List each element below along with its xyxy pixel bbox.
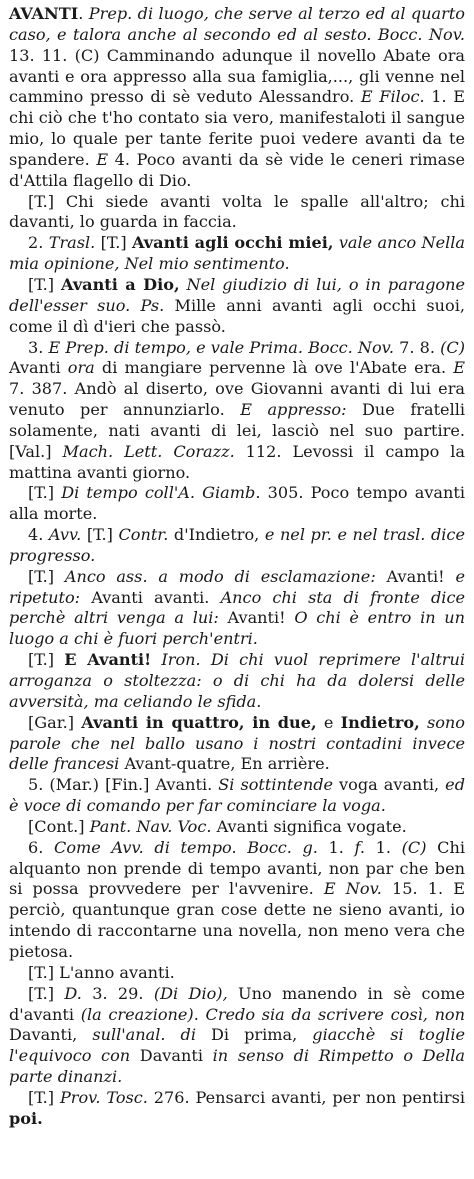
entry-sense-paragraph [9,338,465,484]
entry-text [151,650,161,669]
bold-phrase: poi. [9,1108,43,1128]
entry-text: Avant-quatre, En arrière. [119,754,330,774]
entry-text: 3. [28,337,49,357]
italic-text: Prep. di luogo, che serve al terzo ed al quarto caso, e talora anche al secondo ed al sesto. Bocc. Nov. [9,4,465,44]
italic-text: ed è voce di comando per far cominciare la voga. [9,775,465,816]
italic-text: E Prep. di tempo, e vale Prima. Bocc. Nov. [48,337,394,357]
italic-text: (C) [401,837,427,857]
entry-headword-paragraph [9,4,465,192]
entry-text: Uno manendo in sè come d'avanti [9,983,465,1024]
entry-text: [T.] [28,483,62,503]
entry-text: [T.] Chi siede avanti volta le spalle all'altro; chi davanti, lo guarda in faccia. [9,191,465,232]
italic-text: sono parole che nel ballo usano i nostri contadini invece delle francesi [9,712,465,774]
entry-sense-paragraph [9,275,465,338]
entry-text: 4. [28,525,49,545]
italic-text: Anco chi sta di fronte dice perchè altri venga a lui: [9,587,465,628]
entry-text: . [78,4,89,23]
bold-phrase: Indietro, [340,712,420,732]
entry-sense-paragraph [9,192,465,234]
entry-text: 5. (Mar.) [Fin.] Avanti. [28,775,219,795]
entry-text: [T.] [28,650,65,670]
italic-text: (Di Dio), [153,983,228,1003]
entry-text [420,713,427,732]
entry-sense-paragraph [9,817,465,838]
entry-text: Davanti [130,1046,213,1066]
entry-sense-paragraph [9,713,465,776]
italic-text: Trasl. [48,233,96,253]
entry-text: [Cont.] [28,816,90,836]
entry-sense-paragraph [9,838,465,963]
italic-text: Pant. Nav. Voc. [89,816,212,836]
entry-text: 7. 8. [393,337,441,357]
entry-text: Avanti significa vogate. [211,816,407,836]
italic-text: e nel pr. e nel trasl. dice progresso. [9,525,465,565]
entry-text: [T.] [28,1087,60,1107]
entry-sense-paragraph [9,233,465,275]
entry-text: 4. Poco avanti da sè vide le ceneri rimase d'Attila flagello di Dio. [9,149,465,190]
entry-text: Mille anni avanti agli occhi suoi, come il dì d'ieri che passò. [9,295,465,336]
headword: AVANTI [9,4,79,23]
italic-text: E [453,358,465,378]
bold-phrase: Avanti agli occhi miei, [131,233,334,253]
italic-text: e ripetuto: [9,566,465,607]
italic-text: Nel giudizio di lui, o in paragone dell'esser suo. Ps. [9,274,465,315]
dictionary-entry-avanti [9,4,465,1130]
italic-text: O chi è entro in un luogo a chi è fuori perch'entri. [9,608,466,649]
italic-text: in senso di Rimpetto o Della parte dinanzi. [9,1046,466,1087]
italic-text: giacchè si toglie l'equivoco con [9,1025,465,1066]
italic-text: Di tempo coll'A. Giamb. [61,483,261,503]
italic-text: Si sottintende [218,775,334,795]
entry-text: e [316,712,341,732]
entry-text: Avanti avanti. [80,587,221,607]
entry-sense-paragraph [9,984,465,1088]
entry-text: [T.] [81,525,119,545]
entry-text: 3. 29. [81,983,154,1003]
italic-text: E Filoc. [360,87,425,107]
entry-text: 1. [365,837,402,857]
entry-sense-paragraph [9,650,465,713]
italic-text: E appresso: [240,400,347,420]
entry-text: 1. E chi ciò che t'ho contato sia vero, manifestaloti il sangue mio, lo quale per tante ferite puoi vedere avanti da te spandere. [9,87,465,169]
italic-text: D. [64,983,82,1003]
italic-text: E [96,149,109,169]
italic-text: (la creazione). Credo sia da scrivere così, non [80,1004,465,1024]
entry-text: 13. 11. (C) Camminando adunque il novello Abate ora avanti e ora appresso alla sua famiglia,..., gli venne nel cammino presso di sè veduto Alessandro. [9,45,465,107]
entry-text: [T.] [28,566,65,586]
entry-sense-paragraph [9,775,465,817]
bold-phrase: E Avanti! [64,650,152,670]
bold-phrase: Avanti in quattro, in due, [81,712,317,732]
bold-phrase: Avanti a Dio, [60,274,180,294]
entry-text: Chi alquanto non prende di tempo avanti, non par che ben si possa provvedere per l'avvenire. [9,837,465,899]
entry-text: 6. [28,837,54,857]
entry-text: 112. Levossi il campo la mattina avanti giorno. [9,441,465,482]
entry-text: d'Indietro, [168,525,265,545]
italic-text: vale anco Nella mia opinione, Nel mio sentimento. [9,233,466,274]
entry-text: Avanti! [375,566,456,586]
entry-sense-paragraph [9,1088,465,1130]
entry-text [180,275,187,294]
entry-sense-paragraph [9,483,465,525]
entry-text: [T.] [95,233,132,253]
entry-text: Davanti, [9,1025,93,1045]
entry-text: 7. 387. Andò al diserto, ove Giovanni avanti di lui era venuto per annunziarlo. [9,379,465,420]
entry-text: 2. [28,233,49,253]
italic-text: Anco ass. a modo di esclamazione: [64,566,376,586]
entry-text: 305. Poco tempo avanti alla morte. [9,483,465,524]
entry-text: Avanti [9,358,68,378]
italic-text: Come Avv. di tempo. Bocc. g. [54,837,318,857]
entry-text: Avanti! [218,608,295,628]
italic-text: (C) [440,337,465,357]
entry-sense-paragraph [9,525,465,567]
italic-text: f. [354,837,366,857]
entry-text: 15. 1. E perciò, quantunque gran cose dette ne sieno avanti, io intendo di raccontarne una novella, non meno vera che pietosa. [9,879,465,961]
entry-sense-paragraph [9,963,465,984]
entry-text: [T.] [28,983,65,1003]
entry-sense-paragraph [9,567,465,650]
entry-text: [T.] L'anno avanti. [28,962,175,982]
italic-text: ora [67,358,95,378]
italic-text: sull'anal. di [92,1025,196,1045]
entry-text: [T.] [28,274,61,294]
entry-text: Due fratelli solamente, nati avanti di lei, lasciò nel suo partire. [Val.] [9,400,466,461]
entry-text: Di prima, [195,1025,313,1045]
italic-text: Iron. Di chi vuol reprimere l'altrui arroganza o stoltezza: o di chi ha da dolersi delle avversità, ma celiando le sfida. [9,650,465,711]
italic-text: E Nov. [323,879,382,899]
italic-text: Mach. Lett. Corazz. [62,441,235,461]
italic-text: Prov. Tosc. [59,1087,148,1107]
entry-text: 276. Pensarci avanti, per non pentirsi [147,1087,465,1107]
italic-text: Avv. [48,525,82,545]
entry-text: di mangiare pervenne là ove l'Abate era. [94,358,454,378]
italic-text: Contr. [118,525,169,545]
entry-text: [Gar.] [28,712,82,732]
entry-text: 1. [317,837,355,857]
entry-text: voga avanti, [333,775,446,795]
